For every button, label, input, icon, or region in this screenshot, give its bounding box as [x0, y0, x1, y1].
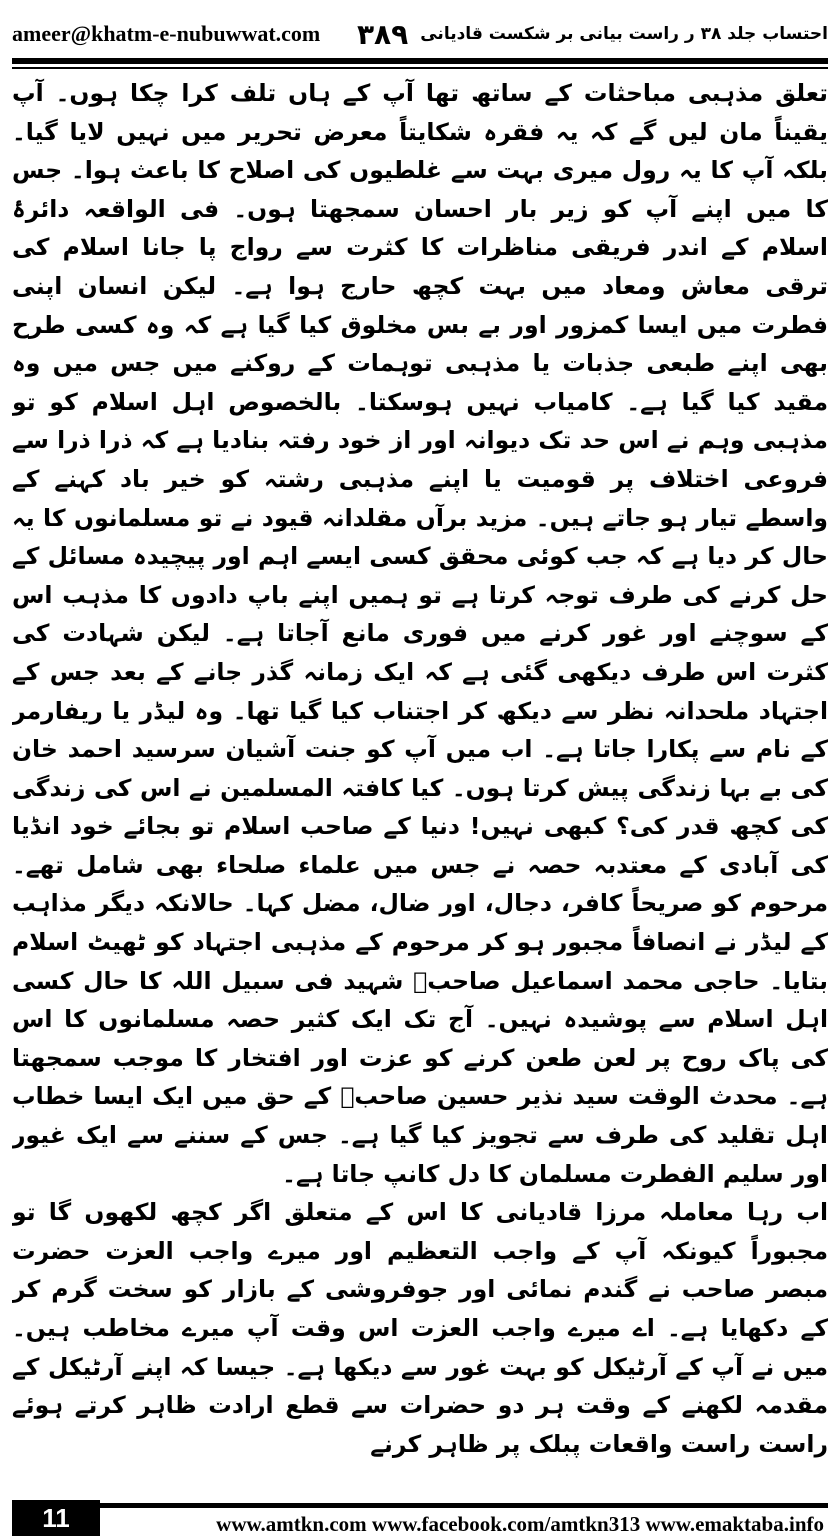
body-text [12, 74, 828, 1492]
paragraph-2: اب رہا معاملہ مرزا قادیانی کا اس کے متعلق اگر کچھ لکھوں گا تو مجبوراً کیونکہ آپ کے واجب التعظیم اور میرے واجب العزت حضرت مبصر صاحب نے گندم نمائی اور جوفروشی کے بازار کو سخت گرم کر کے دکھایا ہے۔ اے میرے واجب العزت اس وقت آپ میرے مخاطب ہیں۔ میں نے آپ کے آرٹیکل کو بہت غور سے دیکھا ہے۔ جیسا کہ اپنے آرٹیکل کے مقدمہ لکھنے کے وقت ہر دو حضرات سے قطع ارادت ظاہر کرتے ہوئے راست راست واقعات پبلک پر ظاہر کرنے [12, 1198, 828, 1458]
page-footer [12, 1500, 828, 1536]
footer-rule [100, 1503, 828, 1508]
footer-right [100, 1503, 828, 1536]
header-page-number: ۳۸۹ [356, 17, 409, 51]
header-email: ameer@khatm-e-nubuwwat.com [12, 21, 321, 46]
header-rule-thin [12, 67, 828, 69]
header-title: احتساب جلد ۳۸ ر راست بیانی بر شکست قادیانی [420, 24, 828, 44]
footer-urls: www.amtkn.com www.facebook.com/amtkn313 www.emaktaba.info [216, 1512, 824, 1536]
paragraph-1: تعلق مذہبی مباحثات کے ساتھ تھا آپ کے ہاں تلف کرا چکا ہوں۔ آپ یقیناً مان لیں گے کہ یہ فقرہ شکایتاً معرض تحریر میں نہیں لایا گیا۔ بلکہ آپ کا یہ رول میری بہت سے غلطیوں کی اصلاح کا باعث ہوا۔ جس کا میں اپنے آپ کو زیر بار احسان سمجھتا ہوں۔ فی الواقعہ دائرۂ اسلام کے اندر فریقی مناظرات کا کثرت سے رواج پا جانا اسلام کی ترقی معاش ومعاد میں بہت کچھ حارج ہوا ہے۔ لیکن انسان اپنی فطرت میں ایسا کمزور اور بے بس مخلوق کیا گیا ہے کہ وہ کسی طرح بھی اپنے طبعی جذبات یا مذہبی توہمات کے روکنے میں جس میں وہ مقید کیا گیا ہے۔ کامیاب نہیں ہوسکتا۔ بالخصوص اہل اسلام کو تو مذہبی وہم نے اس حد تک دیوانہ اور از خود رفتہ بنادیا ہے کہ ذرا ذرا سے فروعی اختلاف پر قومیت یا اپنے مذہبی رشتہ کو خیر باد کہنے کے واسطے تیار ہو جاتے ہیں۔ مزید برآں مقلدانہ قیود نے تو مسلمانوں کا یہ حال کر دیا ہے کہ جب کوئی محقق کسی ایسے اہم اور پیچیدہ مسائل کے حل کرنے کی طرف توجہ کرتا ہے تو ہمیں اپنے باپ دادوں کا مذہب اس کے سوچنے اور غور کرنے میں فوری مانع آجاتا ہے۔ لیکن شہادت کی کثرت اس طرف دیکھی گئی ہے کہ ایک زمانہ گذر جانے کے بعد جس کے اجتہاد ملحدانہ نظر سے دیکھ کر اجتناب کیا گیا تھا۔ وہ لیڈر یا ریفارمر کے نام سے پکارا جاتا ہے۔ اب میں آپ کو جنت آشیان سرسید احمد خان کی بے بہا زندگی پیش کرتا ہوں۔ کیا کافتہ المسلمین نے اس کی زندگی کی کچھ قدر کی؟ کبھی نہیں! دنیا کے صاحب اسلام تو بجائے خود انڈیا کی آبادی کے معتدبہ حصہ نے جس میں علماء صلحاء بھی شامل تھے۔ مرحوم کو صریحاً کافر، دجال، اور ضال، مضل کہا۔ حالانکہ دیگر مذاہب کے لیڈر نے انصافاً مجبور ہو کر مرحوم کے مذہبی اجتہاد کو ٹھیٹ اسلام بتایا۔ حاجی محمد اسماعیل صاحبؒ شہید فی سبیل اللہ کا حال کسی اہل اسلام سے پوشیدہ نہیں۔ آج تک ایک کثیر حصہ مسلمانوں کا اس کی پاک روح پر لعن طعن کرنے کو عزت اور افتخار کا موجب سمجھتا ہے۔ محدث الوقت سید نذیر حسین صاحبؒ کے حق میں ایک ایسا خطاب اہل تقلید کی طرف سے تجویز کیا گیا ہے۔ جس کے سننے سے ایک غیور اور سلیم الفطرت مسلمان کا دل کانپ جاتا ہے۔ [12, 79, 828, 1188]
header-right [357, 18, 828, 51]
footer-page-number: 11 [12, 1500, 100, 1536]
header-rule-thick [12, 58, 828, 64]
page-header [12, 14, 828, 54]
